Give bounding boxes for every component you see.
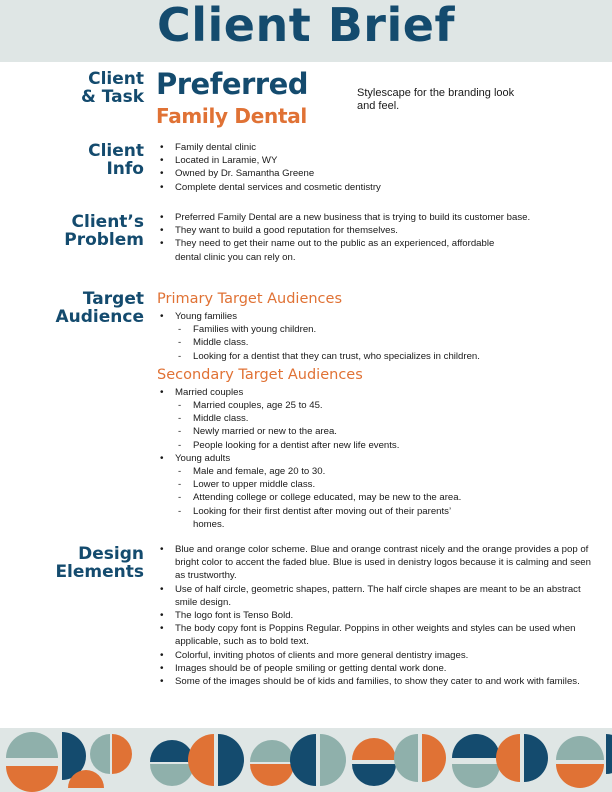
design-elements-label: Design Elements (55, 544, 144, 582)
secondary-audience-heading: Secondary Target Audiences (157, 366, 363, 383)
sub-list-item: - Looking for their first dentist after moving out of their parents’ homes. (175, 505, 483, 531)
list-item: • Located in Laramie, WY (157, 154, 597, 167)
half-circle-pattern-footer (0, 728, 612, 792)
sub-list-item: - Middle class. (175, 412, 597, 425)
list-item: • Married couples - Married couples, age 25 to 45. - Middle class. - Newly married or new to the area. - People looking for a dentist after new life events. (157, 386, 597, 452)
page-title: Client Brief (157, 0, 455, 52)
list-item: • The body copy font is Poppins Regular. Poppins in other weights and styles can be used when applicable, such as to bold text. (157, 622, 597, 648)
primary-audience-heading: Primary Target Audiences (157, 291, 343, 307)
list-item: • Family dental clinic (157, 141, 597, 154)
sub-list-item: - Newly married or new to the area. (175, 425, 597, 438)
client-info-list (157, 141, 597, 194)
sub-list-item: - Families with young children. (175, 323, 597, 336)
sub-list-item: - Married couples, age 25 to 45. (175, 399, 597, 412)
target-audience-label: Target Audience (55, 289, 144, 327)
list-item: • The logo font is Tenso Bold. (157, 609, 597, 622)
sub-list-item: - People looking for a dentist after new life events. (175, 439, 597, 452)
list-item: • Young adults - Male and female, age 20 to 30. - Lower to upper middle class. - Attending college or college educated, may be new to the area. - Looking for their first dentist after moving out of their parents’ homes. (157, 452, 597, 531)
list-item: • Use of half circle, geometric shapes, pattern. The half circle shapes are meant to be an abstract smile design. (157, 583, 597, 609)
client-info-label: Client Info (88, 141, 144, 179)
client-problem-label: Client’s Problem (64, 212, 144, 250)
design-elements-list (157, 543, 597, 688)
client-problem-list (157, 211, 549, 264)
list-item: • They need to get their name out to the public as an experienced, affordable dental clinic you can rely on. (157, 237, 515, 263)
list-item: • Blue and orange color scheme. Blue and orange contrast nicely and the orange provides a pop of bright color to accent the faded blue. Blue is used in denistry logos because it is calming and seen as trustworthy. (157, 543, 597, 583)
list-item: • Owned by Dr. Samantha Greene (157, 167, 597, 180)
half-circle-pattern (0, 728, 612, 792)
sub-list-item: - Middle class. (175, 336, 597, 349)
list-item: • Young families - Families with young children. - Middle class. - Looking for a dentist that they can trust, who specializes in children. (157, 310, 597, 363)
sub-list-item: - Attending college or college educated, may be new to the area. (175, 491, 597, 504)
sub-list-item: - Male and female, age 20 to 30. (175, 465, 597, 478)
target-audience-section (157, 290, 597, 531)
client-task-label: Client & Task (80, 69, 144, 107)
list-item: • Images should be of people smiling or getting dental work done. (157, 662, 597, 675)
sub-list-item: - Looking for a dentist that they can trust, who specializes in children. (175, 350, 597, 363)
list-item: • Complete dental services and cosmetic dentistry (157, 181, 597, 194)
list-item: • Some of the images should be of kids and families, to show they cater to and work with familes. (157, 675, 597, 688)
list-item: • They want to build a good reputation for themselves. (157, 224, 549, 237)
sub-list-item: - Lower to upper middle class. (175, 478, 597, 491)
brand-name-line2: Family Dental (156, 104, 307, 128)
list-item: • Preferred Family Dental are a new business that is trying to build its customer base. (157, 211, 549, 224)
list-item: • Colorful, inviting photos of clients and more general dentistry images. (157, 649, 597, 662)
brand-name-line1: Preferred (156, 67, 309, 101)
task-description: Stylescape for the branding look and feel. (357, 87, 515, 112)
